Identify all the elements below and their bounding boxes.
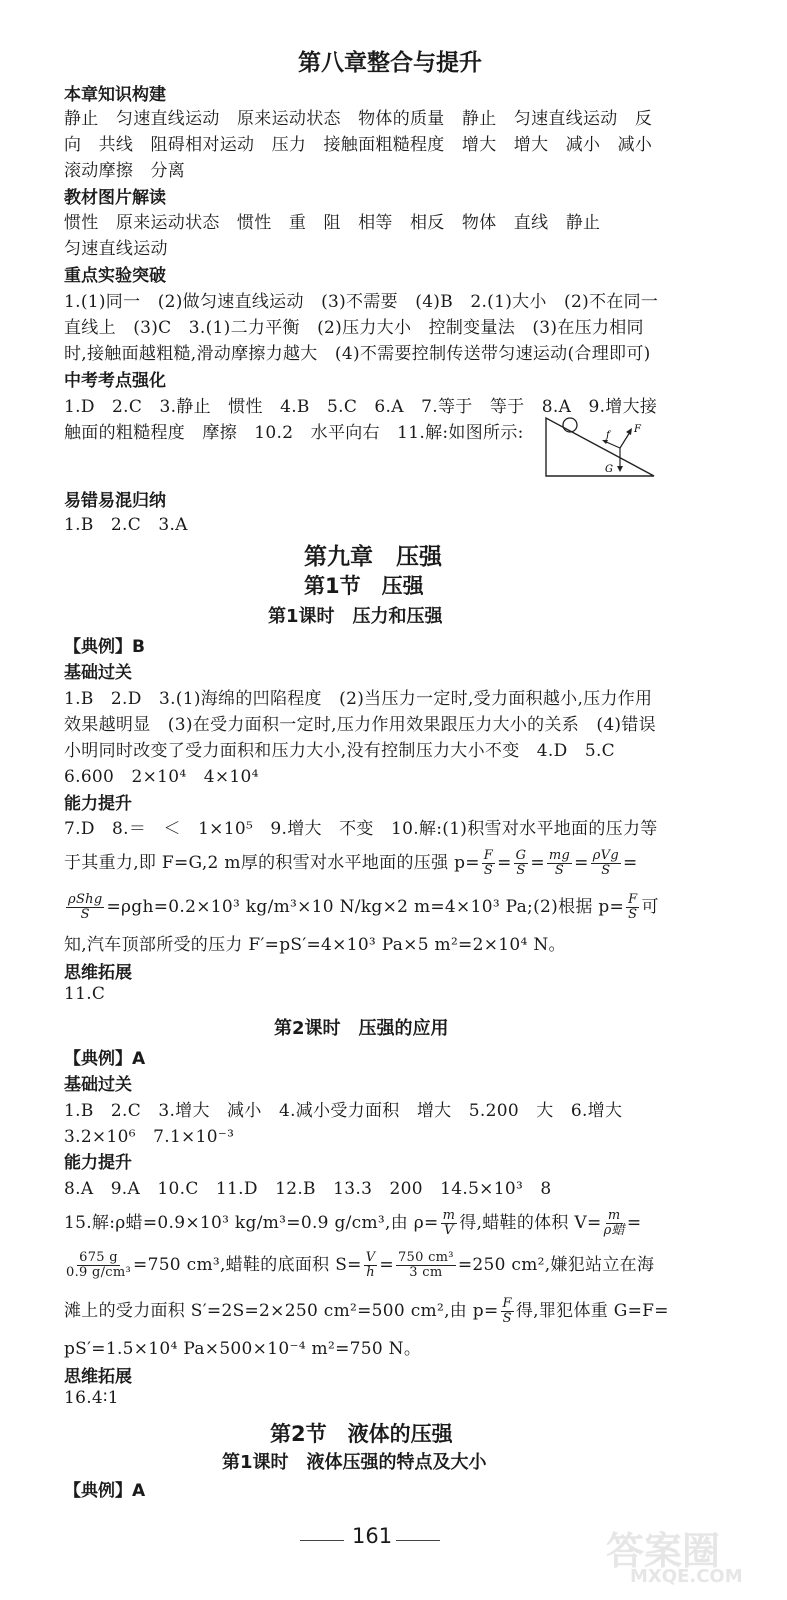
answer-line: 效果越明显 (3)在受力面积一定时,压力作用效果跟压力大小的关系 (4)错误 bbox=[64, 715, 656, 735]
equation-line: 于其重力,即 F=G,2 m厚的积雪对水平地面的压强 p= $\frac{F}{S}$ = $\frac{G}{S}$ = $\frac{mg}{S}$ = $\frac{\text{ρVg}}{S}$ = bbox=[64, 848, 638, 878]
answer-line: 1.B 2.C 3.A bbox=[64, 515, 188, 535]
section-head: 基础过关 bbox=[64, 1075, 132, 1095]
footer-rule-right bbox=[396, 1540, 440, 1541]
section2-title: 第2节 液体的压强 bbox=[270, 1422, 453, 1446]
page-number: 161 bbox=[352, 1524, 393, 1548]
fraction: $\frac{\text{ρShg}}{S}$ bbox=[68, 892, 103, 922]
section-head: 教材图片解读 bbox=[64, 188, 166, 208]
section-head: 思维拓展 bbox=[64, 963, 132, 983]
section-head: 基础过关 bbox=[64, 663, 132, 683]
section-head: 思维拓展 bbox=[64, 1367, 132, 1387]
answer-line: 8.A 9.A 10.C 11.D 12.B 13.3 200 14.5×10³ 8 bbox=[64, 1179, 552, 1199]
equation-line: 滩上的受力面积 S′=2S=2×250 cm²=500 cm²,由 p= $\frac{F}{S}$ 得,罪犯体重 G=F= bbox=[64, 1296, 669, 1326]
answer-line: 11.C bbox=[64, 984, 106, 1004]
label-F: F bbox=[634, 424, 641, 435]
answer-line: 时,接触面越粗糙,滑动摩擦力越大 (4)不需要控制传送带匀速运动(合理即可) bbox=[64, 344, 651, 364]
section-head: 中考考点强化 bbox=[64, 371, 166, 391]
section-head: 能力提升 bbox=[64, 794, 132, 814]
answer-line: 1.B 2.C 3.增大 减小 4.减小受力面积 增大 5.200 大 6.增大 bbox=[64, 1101, 623, 1121]
footer-rule-left bbox=[300, 1540, 344, 1541]
answer-line: 直线上 (3)C 3.(1)二力平衡 (2)压力大小 控制变量法 (3)在压力相同 bbox=[64, 318, 644, 338]
watermark-url: MXQE.COM bbox=[630, 1566, 743, 1587]
incline-diagram bbox=[540, 410, 660, 482]
label-f: f bbox=[606, 430, 610, 441]
fraction: $\frac{m}{V}$ bbox=[442, 1208, 456, 1238]
answer-line: 惯性 原来运动状态 惯性 重 阻 相等 相反 物体 直线 静止 bbox=[64, 213, 601, 233]
watermark-logo: 答案圈 bbox=[606, 1529, 721, 1573]
chapter8-title: 第八章整合与提升 bbox=[298, 50, 482, 76]
answer-line: 滚动摩擦 分离 bbox=[64, 161, 186, 181]
lesson1-title: 第1课时 压力和压强 bbox=[268, 606, 443, 627]
fraction: $\frac{V}{h}$ bbox=[365, 1250, 376, 1280]
fraction: $\frac{G}{S}$ bbox=[515, 848, 527, 878]
fraction: $\frac{mg}{S}$ bbox=[548, 848, 571, 878]
equation-line: $\frac{675 g}{\text{0.9 g/cm³}}$ =750 cm³,蜡鞋的底面积 S= $\frac{V}{h}$ = $\frac{\text{750 cm³}}{3 cm}$ =250 cm²,嫌犯站立在海 bbox=[66, 1250, 655, 1280]
lesson3-title: 第1课时 液体压强的特点及大小 bbox=[222, 1452, 487, 1473]
example-answer: 【典例】A bbox=[64, 1481, 146, 1501]
answer-line: 匀速直线运动 bbox=[64, 239, 168, 259]
fraction: $\frac{\text{ρVg}}{S}$ bbox=[592, 848, 619, 878]
fraction: $\frac{F}{S}$ bbox=[628, 892, 638, 922]
fraction: $\frac{675 g}{\text{0.9 g/cm³}}$ bbox=[66, 1250, 132, 1280]
object-circle bbox=[563, 418, 577, 432]
equation-line: $\frac{\text{ρShg}}{S}$ =ρgh=0.2×10³ kg/m³×10 N/kg×2 m=4×10³ Pa;(2)根据 p= $\frac{F}{S}$ 可 bbox=[68, 892, 659, 922]
answer-line: 静止 匀速直线运动 原来运动状态 物体的质量 静止 匀速直线运动 反 bbox=[64, 109, 653, 129]
section-head: 本章知识构建 bbox=[64, 85, 166, 105]
lesson2-title: 第2课时 压强的应用 bbox=[274, 1018, 449, 1039]
answer-line: 6.600 2×10⁴ 4×10⁴ bbox=[64, 767, 259, 787]
fraction: $\frac{F}{S}$ bbox=[483, 848, 494, 878]
example-answer: 【典例】A bbox=[64, 1049, 146, 1069]
answer-line: 3.2×10⁶ 7.1×10⁻³ bbox=[64, 1127, 235, 1147]
answer-line: 1.B 2.D 3.(1)海绵的凹陷程度 (2)当压力一定时,受力面积越小,压力作用 bbox=[64, 689, 653, 709]
section-head: 重点实验突破 bbox=[64, 266, 166, 286]
chapter9-title: 第九章 压强 bbox=[304, 544, 442, 570]
fraction: $\frac{F}{S}$ bbox=[502, 1296, 512, 1326]
section1-title: 第1节 压强 bbox=[304, 574, 424, 598]
example-answer: 【典例】B bbox=[64, 637, 145, 657]
answer-line: 知,汽车顶部所受的压力 F′=pS′=4×10³ Pa×5 m²=2×10⁴ N。 bbox=[64, 935, 566, 955]
fraction: $\frac{m}{\text{ρ蜡}}$ bbox=[603, 1208, 625, 1238]
answer-line: 1.D 2.C 3.静止 惯性 4.B 5.C 6.A 7.等于 等于 8.A 9.增大接 bbox=[64, 397, 658, 417]
support-force-arrow bbox=[620, 432, 630, 448]
answer-line: 16.4∶1 bbox=[64, 1388, 119, 1408]
section-head: 能力提升 bbox=[64, 1153, 132, 1173]
answer-line: 小明同时改变了受力面积和压力大小,没有控制压力大小不变 4.D 5.C bbox=[64, 741, 615, 761]
answer-line: 7.D 8.＝ ＜ 1×10⁵ 9.增大 不变 10.解:(1)积雪对水平地面的压力等 bbox=[64, 819, 658, 839]
fraction: $\frac{\text{750 cm³}}{3 cm}$ bbox=[397, 1250, 454, 1280]
answer-line: 向 共线 阻碍相对运动 压力 接触面粗糙程度 增大 增大 减小 减小 bbox=[64, 135, 653, 155]
section-head: 易错易混归纳 bbox=[64, 491, 166, 511]
answer-line: 1.(1)同一 (2)做匀速直线运动 (3)不需要 (4)B 2.(1)大小 (2)不在同一 bbox=[64, 292, 659, 312]
equation-line: 15.解:ρ蜡=0.9×10³ kg/m³=0.9 g/cm³,由 ρ= $\frac{m}{V}$ 得,蜡鞋的体积 V= $\frac{m}{\text{ρ蜡}}$ = bbox=[64, 1208, 642, 1238]
answer-line: pS′=1.5×10⁴ Pa×500×10⁻⁴ m²=750 N。 bbox=[64, 1339, 422, 1359]
label-G: G bbox=[605, 464, 613, 475]
answer-line: 触面的粗糙程度 摩擦 10.2 水平向右 11.解:如图所示: bbox=[64, 423, 524, 443]
